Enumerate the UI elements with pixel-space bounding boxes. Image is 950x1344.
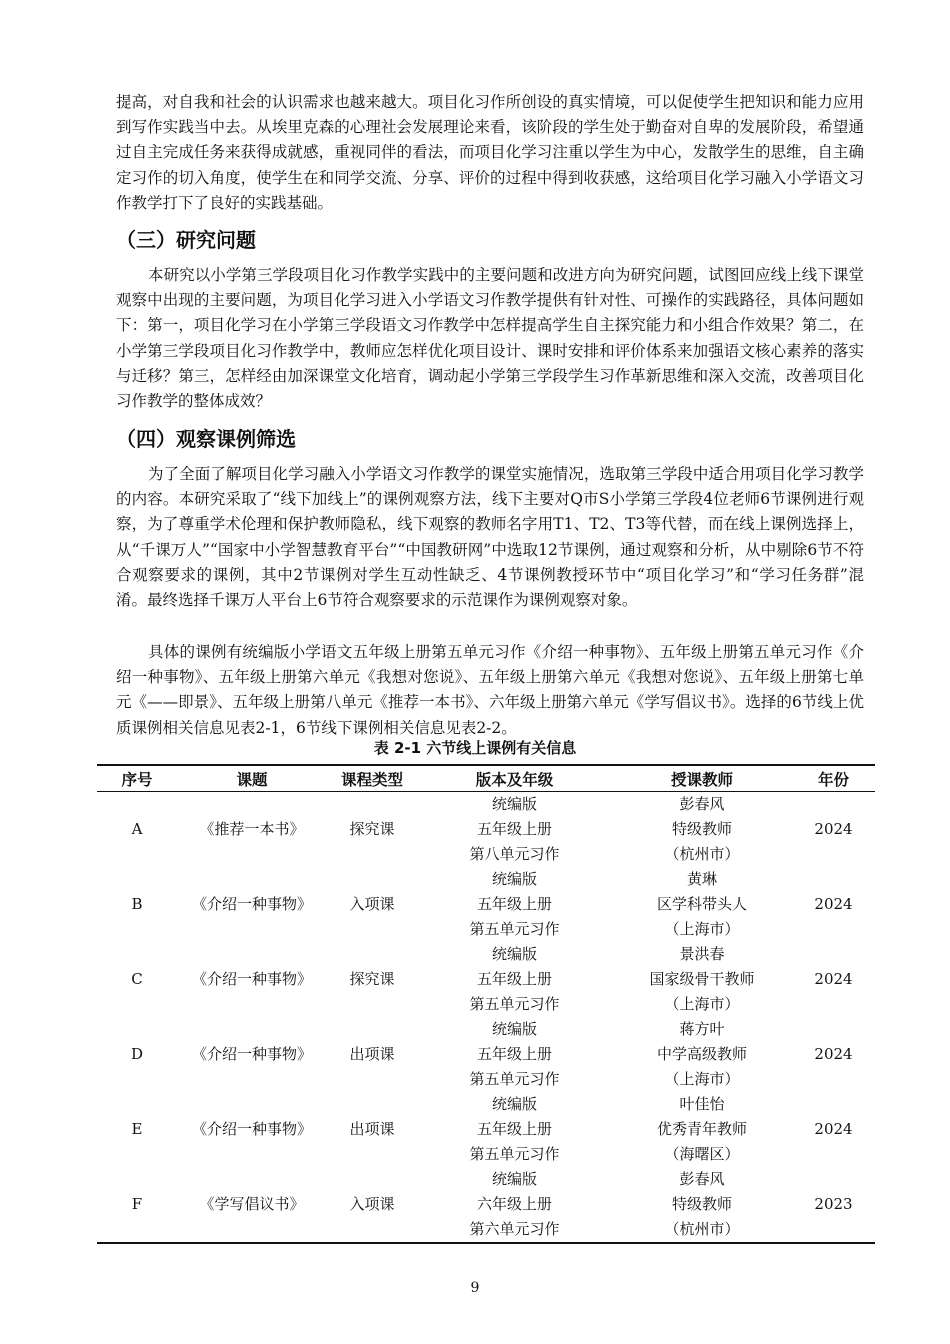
cell-teacher-line: 特级教师 xyxy=(671,820,732,838)
table-header-row xyxy=(97,765,875,792)
table-row xyxy=(97,1092,875,1167)
cell-edition-line: 五年级上册 xyxy=(476,1045,552,1063)
cell-edition-line: 统编版 xyxy=(491,1170,537,1188)
cell-edition-line: 第五单元习作 xyxy=(469,1070,560,1088)
cell-type: 入项课 xyxy=(327,1167,417,1243)
cell-teacher-line: （杭州市） xyxy=(664,845,740,863)
table-body xyxy=(97,792,875,1244)
cell-year: 2024 xyxy=(814,1045,853,1063)
cell-type: 探究课 xyxy=(349,970,395,988)
cell-teacher-line: 蒋方叶 xyxy=(679,1020,725,1038)
cell-type: 出项课 xyxy=(349,1120,395,1138)
paragraph-case-selection: 为了全面了解项目化学习融入小学语文习作教学的课堂实施情况，选取第三学段中适合用项目化学习教学的内容。本研究采取了“线下加线上”的课例观察方法，线下主要对Q市S小学第三学段4位老师6节课例进行观察，为了尊重学术伦理和保护教师隐私，线下观察的教师名字用T1、T2、T3等代替，而在线上课例选择上，从“千课万人”“国家中小学智慧教育平台”“中国教研网”中选取12节课例，通过观察和分析，从中剔除6节不符合观察要求的课例，其中2节课例对学生互动性缺乏、4节课例教授环节中“项目化学习”和“学习任务群”混淆。最终选择千课万人平台上6节符合观察要求的示范课作为课例观察对象。 xyxy=(116,465,864,610)
cell-year: 2024 xyxy=(814,1120,853,1138)
header-edition: 版本及年级 xyxy=(417,765,612,792)
cell-edition xyxy=(417,867,612,942)
cell-edition-line: 五年级上册 xyxy=(476,970,552,988)
cell-teacher xyxy=(612,867,792,942)
cell-index: F xyxy=(97,1167,177,1243)
section-heading-case-selection: （四）观察课例筛选 xyxy=(116,427,296,451)
table-row xyxy=(97,792,875,868)
cell-edition-line: 六年级上册 xyxy=(476,1195,552,1213)
cell-edition-line: 五年级上册 xyxy=(476,820,552,838)
cell-index: E xyxy=(131,1120,143,1138)
cell-teacher xyxy=(612,1092,792,1167)
cell-edition-line: 第六单元习作 xyxy=(469,1220,560,1238)
cell-teacher-line: 彭春风 xyxy=(679,1170,725,1188)
page-number: 9 xyxy=(470,1280,480,1296)
cell-teacher-line: （上海市） xyxy=(664,920,740,938)
cell-year: 2023 xyxy=(792,1167,875,1243)
cell-type: 探究课 xyxy=(349,820,395,838)
online-cases-table xyxy=(97,764,875,1244)
cell-edition xyxy=(417,1017,612,1092)
paragraph-research-questions: 本研究以小学第三学段项目化习作教学实践中的主要问题和改进方向为研究问题，试图回应线上线下课堂观察中出现的主要问题，为项目化学习进入小学语文习作教学提供有针对性、可操作的实践路径，具体问题如下：第一，项目化学习在小学第三学段语文习作教学中怎样提高学生自主探究能力和小组合作效果？第二，在小学第三学段项目化习作教学中，教师应怎样优化项目设计、课时安排和评价体系来加强语文核心素养的落实与迁移？第三，怎样经由加深课堂文化培育，调动起小学第三学段学生习作革新思维和深入交流，改善项目化习作教学的整体成效？ xyxy=(116,266,864,411)
cell-teacher-line: （海曙区） xyxy=(664,1145,740,1163)
cell-teacher-line: 景洪春 xyxy=(679,945,725,963)
table-row xyxy=(97,867,875,942)
cell-teacher-line: （杭州市） xyxy=(664,1220,740,1238)
cell-teacher-line: 优秀青年教师 xyxy=(656,1120,747,1138)
cell-title: 《学写倡议书》 xyxy=(177,1167,327,1243)
cell-edition-line: 五年级上册 xyxy=(476,895,552,913)
cell-teacher-line: （上海市） xyxy=(664,995,740,1013)
cell-index: B xyxy=(131,895,143,913)
cell-edition xyxy=(417,942,612,1017)
cell-teacher-line: （上海市） xyxy=(664,1070,740,1088)
cell-teacher-line: 彭春风 xyxy=(679,795,725,813)
cell-index: A xyxy=(131,820,143,838)
cell-edition-line: 第八单元习作 xyxy=(469,845,560,863)
cell-type: 出项课 xyxy=(349,1045,395,1063)
cell-edition-line: 第五单元习作 xyxy=(469,920,560,938)
paragraph-case-list: 具体的课例有统编版小学语文五年级上册第五单元习作《介绍一种事物》、五年级上册第五单元习作《介绍一种事物》、五年级上册第六单元《我想对您说》、五年级上册第六单元《我想对您说》、五年级上册第七单元《——即景》、五年级上册第八单元《推荐一本书》、六年级上册第六单元《学写倡议书》。选择的6节线上优质课例相关信息见表2-1，6节线下课例相关信息见表2-2。 xyxy=(116,643,864,737)
cell-title: 《介绍一种事物》 xyxy=(191,1120,312,1138)
cell-year: 2024 xyxy=(814,820,853,838)
cell-teacher-line: 国家级骨干教师 xyxy=(649,970,755,988)
cell-teacher-line: 叶佳怡 xyxy=(679,1095,725,1113)
paragraph-intro-continued: 提高，对自我和社会的认识需求也越来越大。项目化习作所创设的真实情境，可以促使学生把知识和能力应用到写作实践当中去。从埃里克森的心理社会发展理论来看，该阶段的学生处于勤奋对自卑的发展阶段，希望通过自主完成任务来获得成就感，重视同伴的看法，而项目化学习注重以学生为中心，发散学生的思维，自主确定习作的切入角度，使学生在和同学交流、分享、评价的过程中得到收获感，这给项目化学习融入小学语文习作教学打下了良好的实践基础。 xyxy=(116,93,864,212)
cell-title: 《介绍一种事物》 xyxy=(191,895,312,913)
cell-teacher xyxy=(612,1017,792,1092)
cell-year: 2024 xyxy=(814,970,853,988)
section-heading-research-questions: （三）研究问题 xyxy=(116,228,256,252)
cell-edition-line: 统编版 xyxy=(491,870,537,888)
table-row xyxy=(97,1017,875,1092)
cell-edition-line: 统编版 xyxy=(491,1020,537,1038)
cell-edition-line: 统编版 xyxy=(491,1095,537,1113)
table-row xyxy=(97,942,875,1017)
cell-index: D xyxy=(130,1045,144,1063)
header-index: 序号 xyxy=(97,765,177,792)
cell-teacher-line: 黄琳 xyxy=(686,870,717,888)
cell-edition-line: 第五单元习作 xyxy=(469,995,560,1013)
cell-title: 《推荐一本书》 xyxy=(199,820,305,838)
cell-edition-line: 第五单元习作 xyxy=(469,1145,560,1163)
cell-edition-line: 五年级上册 xyxy=(476,1120,552,1138)
cell-teacher xyxy=(612,792,792,868)
cell-teacher-line: 特级教师 xyxy=(671,1195,732,1213)
cell-type: 入项课 xyxy=(349,895,395,913)
cell-index: C xyxy=(131,970,143,988)
header-type: 课程类型 xyxy=(327,765,417,792)
cell-teacher xyxy=(612,1167,792,1243)
table-row xyxy=(97,1167,875,1243)
cell-teacher-line: 区学科带头人 xyxy=(656,895,747,913)
cell-edition-line: 统编版 xyxy=(491,795,537,813)
cell-title: 《介绍一种事物》 xyxy=(191,1045,312,1063)
cell-edition-line: 统编版 xyxy=(491,945,537,963)
cell-edition xyxy=(417,792,612,868)
table-caption: 表 2-1 六节线上课例有关信息 xyxy=(373,739,577,757)
cell-edition xyxy=(417,1167,612,1243)
header-title: 课题 xyxy=(177,765,327,792)
cell-edition xyxy=(417,1092,612,1167)
cell-teacher-line: 中学高级教师 xyxy=(656,1045,747,1063)
cell-teacher xyxy=(612,942,792,1017)
header-teacher: 授课教师 xyxy=(612,765,792,792)
cell-title: 《介绍一种事物》 xyxy=(191,970,312,988)
cell-year: 2024 xyxy=(814,895,853,913)
header-year: 年份 xyxy=(792,765,875,792)
